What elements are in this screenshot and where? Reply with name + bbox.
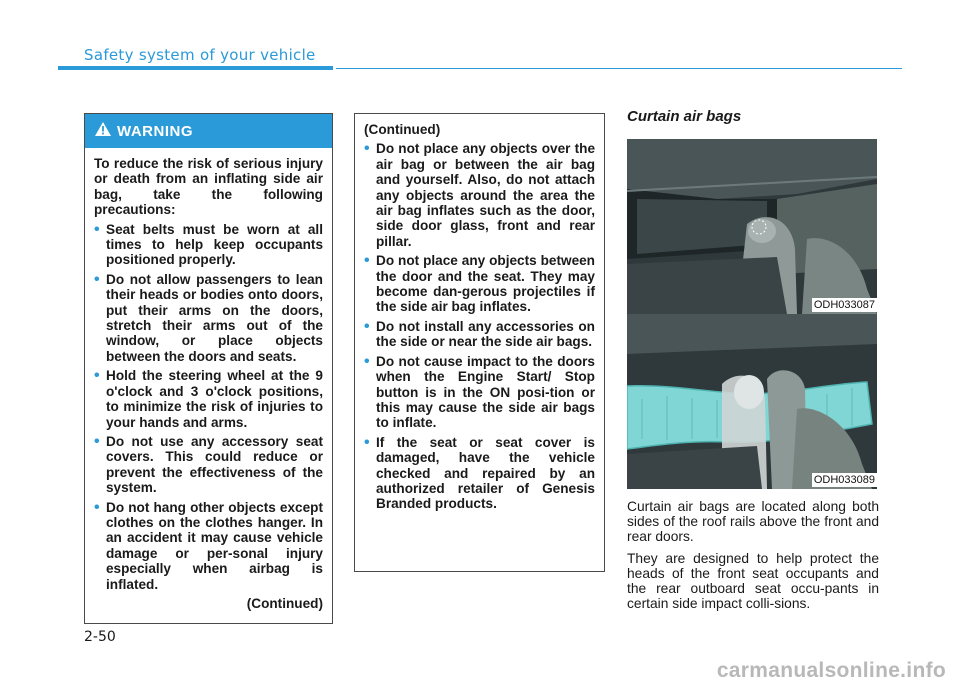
figure-curtain-airbag-inflated	[627, 314, 877, 489]
header-rule-thin	[336, 68, 902, 69]
list-item: • Do not hang other objects except clothes on the clothes hanger. In an accident it may cause vehicle damage or per-sonal injury especially when airbag is inflated.	[94, 500, 323, 592]
page-number: 2-50	[84, 629, 116, 645]
curtain-heading: Curtain air bags	[627, 108, 742, 125]
list-item: • Do not install any accessories on the side or near the side air bags.	[364, 319, 595, 350]
curtain-airbag-section	[627, 108, 879, 617]
list-item: • Do not place any objects between the door and the seat. They may become dan-gerous projectiles if the side air bag inflates.	[364, 253, 595, 315]
list-item: • Do not place any objects over the air bag or between the air bag and yourself. Also, do not attach any objects around the area the air bag inflates such as the door, side door glass, front and rear pillar.	[364, 141, 595, 249]
figure-code: ODH033087	[813, 299, 875, 311]
watermark: carmanualsonline.info	[716, 659, 946, 682]
header-rule-thick	[58, 66, 333, 70]
list-item: • Do not cause impact to the doors when the Engine Start/ Stop button is in the ON posi-tion or this may cause the side air bags to inflate.	[364, 354, 595, 431]
figure-code: ODH033089	[813, 474, 875, 486]
car-interior-illustration	[627, 139, 877, 314]
warning-triangle-icon	[95, 122, 111, 140]
warning-intro: To reduce the risk of serious injury or death from an inflating side air bag, take the following precautions:	[94, 156, 323, 218]
continued-list	[364, 141, 595, 511]
airbag-inflated-illustration	[627, 314, 877, 489]
continued-heading: (Continued)	[364, 122, 441, 137]
curtain-paragraph-2: They are designed to help protect the heads of the front seat occupants and the rear outboard seat occu-pants in certain side impact colli-sions.	[627, 550, 879, 612]
list-item: • Do not allow passengers to lean their heads or bodies onto doors, put their arms on the doors, stretch their arms out of the window, or place objects between the doors and seats.	[94, 272, 323, 364]
curtain-paragraph-1: Curtain air bags are located along both sides of the roof rails above the front and rear doors.	[627, 499, 879, 545]
list-item: • Hold the steering wheel at the 9 o'clock and 3 o'clock positions, to minimize the risk of injuries to your hands and arms.	[94, 368, 323, 430]
continued-box	[354, 113, 605, 572]
list-item: • If the seat or seat cover is damaged, have the vehicle checked and repaired by an authorized retailer of Genesis Branded products.	[364, 435, 595, 512]
warning-box	[84, 113, 333, 624]
figure-curtain-airbag-folded	[627, 139, 877, 314]
warning-label: WARNING	[117, 122, 193, 140]
continued-note: (Continued)	[246, 595, 323, 611]
list-item: • Do not use any accessory seat covers. This could reduce or prevent the effectiveness of the system.	[94, 434, 323, 496]
list-item: • Seat belts must be worn at all times to help keep occupants positioned properly.	[94, 222, 323, 268]
warning-list	[94, 222, 323, 592]
section-title: Safety system of your vehicle	[84, 46, 316, 64]
warning-header	[85, 114, 332, 148]
